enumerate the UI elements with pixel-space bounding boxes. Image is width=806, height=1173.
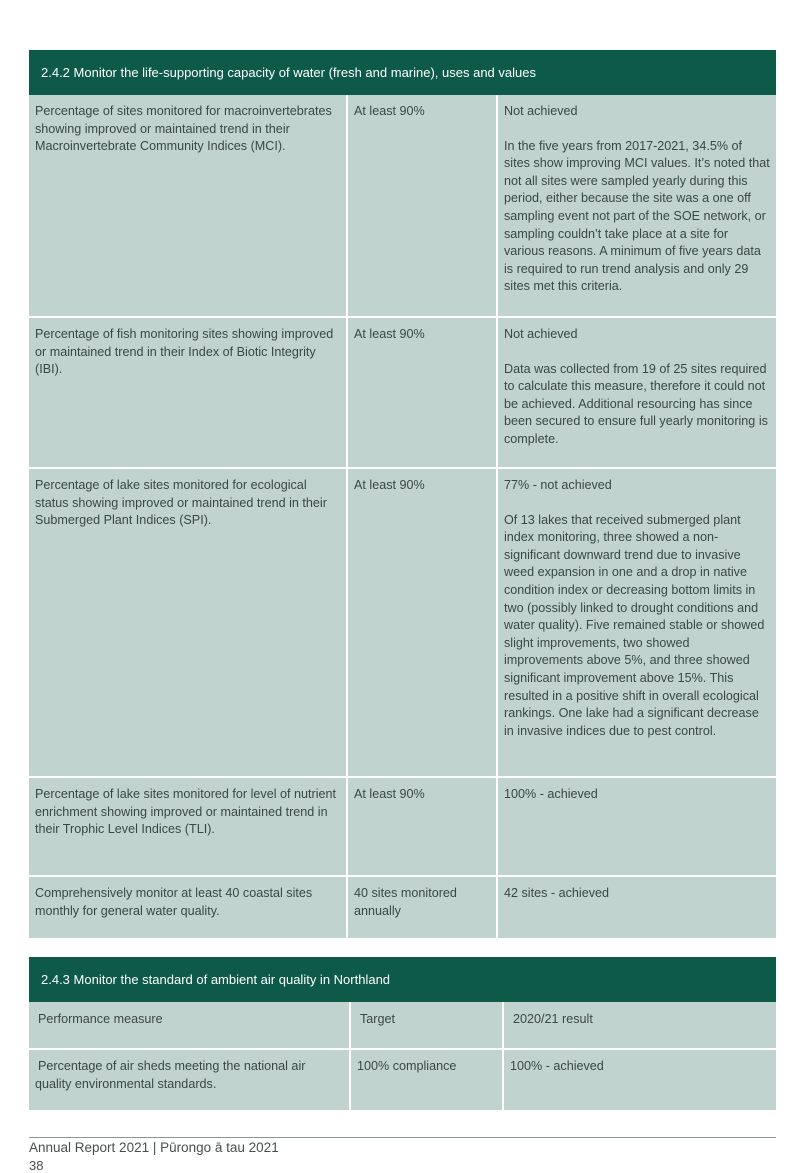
measure-cell: Percentage of air sheds meeting the national air quality environmental standards. [29, 1049, 350, 1111]
result-cell [497, 317, 776, 468]
target-cell: 40 sites monitored annually [347, 876, 497, 939]
table-row [29, 777, 776, 876]
section-header [29, 50, 776, 95]
measure-cell: Percentage of lake sites monitored for level of nutrient enrichment showing improved or maintained trend in their Trophic Level Indices (TLI). [29, 777, 347, 876]
table-header-row [29, 1002, 776, 1049]
section-2-4-3 [29, 957, 776, 1112]
section-title: 2.4.3 Monitor the standard of ambient air quality in Northland [41, 972, 391, 987]
target-cell: 100% compliance [350, 1049, 503, 1111]
target-cell: At least 90% [347, 95, 497, 317]
section-title: 2.4.2 Monitor the life-supporting capacity of water (fresh and marine), uses and values [41, 65, 536, 80]
measure-cell: Comprehensively monitor at least 40 coastal sites monthly for general water quality. [29, 876, 347, 939]
measure-cell: Percentage of sites monitored for macroinvertebrates showing improved or maintained trend in their Macroinvertebrate Community Indices (MCI). [29, 95, 347, 317]
header-measure: Performance measure [29, 1002, 350, 1049]
performance-table [29, 95, 776, 940]
result-status: 42 sites - achieved [504, 886, 610, 900]
result-cell [497, 468, 776, 777]
air-quality-table [29, 1002, 776, 1112]
result-cell [497, 876, 776, 939]
table-row [29, 876, 776, 939]
target-cell: At least 90% [347, 317, 497, 468]
result-status: Not achieved [504, 104, 578, 118]
measure-cell: Percentage of fish monitoring sites showing improved or maintained trend in their Index of Biotic Integrity (IBI). [29, 317, 347, 468]
measure-cell: Percentage of lake sites monitored for ecological status showing improved or maintained trend in their Submerged Plant Indices (SPI). [29, 468, 347, 777]
table-row [29, 1049, 776, 1111]
result-status: Not achieved [504, 327, 578, 341]
result-detail: Data was collected from 19 of 25 sites required to calculate this measure, therefore it could not be achieved. Additional resourcing has since been secured to ensure full yearly monitoring is complete. [504, 361, 768, 446]
footer-divider [29, 1137, 776, 1138]
result-detail: In the five years from 2017-2021, 34.5% of sites show improving MCI values. It’s noted that not all sites were sampled yearly during this period, either because the site was a one off sampling event not part of the SOE network, or sampling couldn’t take place at a site for various reasons. A minimum of five years data is required to run trend analysis and only 29 sites met this criteria. [504, 138, 770, 294]
result-status: 100% - achieved [504, 787, 598, 801]
table-row [29, 95, 776, 317]
page-number: 38 [29, 1158, 44, 1173]
footer-report-title: Annual Report 2021 | Pūrongo ā tau 2021 [29, 1140, 279, 1155]
table-row [29, 468, 776, 777]
result-detail: Of 13 lakes that received submerged plant index monitoring, three showed a non-significant downward trend due to invasive weed expansion in one and a drop in native condition index or decreasing bottom limits in two (possibly linked to drought conditions and water quality). Five remained stable or showed slight improvements, two showed improvements above 5%, and three showed significant improvement above 15%. This resulted in a positive shift in overall ecological rankings. One lake had a significant decrease in invasive indices due to pest control. [504, 512, 765, 738]
header-target: Target [350, 1002, 503, 1049]
result-cell [497, 95, 776, 317]
header-result: 2020/21 result [503, 1002, 776, 1049]
target-cell: At least 90% [347, 468, 497, 777]
result-cell: 100% - achieved [503, 1049, 776, 1111]
result-status: 77% - not achieved [504, 478, 612, 492]
table-row [29, 317, 776, 468]
section-2-4-2 [29, 50, 776, 940]
section-header [29, 957, 776, 1002]
target-cell: At least 90% [347, 777, 497, 876]
result-cell [497, 777, 776, 876]
